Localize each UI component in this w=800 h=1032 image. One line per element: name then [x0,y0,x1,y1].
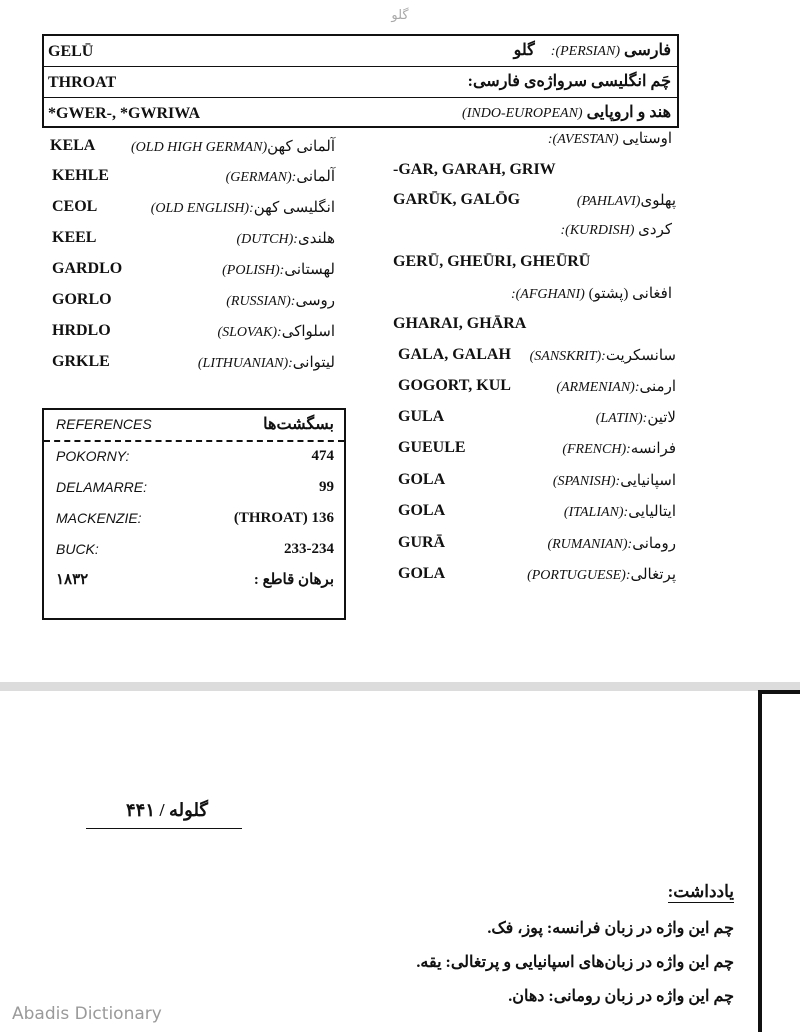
lang-row-portuguese: GOLA (PORTUGUESE):پرتغالی [398,565,676,583]
meaning-label: چَم انگلیسی سرواژه‌ی فارسی: [467,73,671,90]
lang-row-italian: GOLA (ITALIAN):ایتالیایی [398,502,676,520]
lang-row-dutch: KEEL (DUTCH):هلندی [52,229,335,247]
lang-row-old-english: CEOL (OLD ENGLISH):انگلیسی کهن [52,198,335,216]
note-spanish-portuguese: چم این واژه در زبان‌های اسپانیایی و پرتغالی: یقه. [416,954,734,971]
word-fa: گلو [513,42,535,59]
lang-row-spanish: GOLA (SPANISH):اسپانیایی [398,471,676,489]
lang-row-rumanian: GURĀ (RUMANIAN):رومانی [398,534,676,552]
notes-title: یادداشت: [667,882,734,901]
lang-words-avestan: -GAR, GARAH, GRIW [393,161,556,178]
lang-row-german: KEHLE (GERMAN):آلمانی [52,167,335,185]
header-table [42,34,679,128]
lang-row-sanskrit: GALA, GALAH (SANSKRIT):سانسکریت [398,346,676,364]
root-label: هند و اروپایی (INDO-EUROPEAN) [462,104,671,121]
lang-label-avestan: اوستایی (AVESTAN): [547,131,672,147]
lang-row-polish: GARDLO (POLISH):لهستانی [52,260,335,278]
lang-label-afghani: افغانی (پشتو) (AFGHANI): [510,286,672,302]
references-title-fa: بسگشت‌ها [263,416,334,433]
watermark: Abadis Dictionary [12,1004,162,1024]
reference-row-mackenzie: MACKENZIE: (THROAT) 136 [56,510,334,526]
page-edge-top [758,690,800,694]
lang-row-lithuanian: GRKLE (LITHUANIAN):لیتوانی [52,353,335,371]
lang-row-latin: GULA (LATIN):لاتین [398,408,676,426]
page-label: گلو [391,8,409,23]
references-box [42,408,346,620]
entry-heading-underline [86,828,242,829]
lang-row-slovak: HRDLO (SLOVAK):اسلواکی [52,322,335,340]
lang-words-afghani: GHARAI, GHĀRA [393,315,527,332]
header-row-word [44,36,677,67]
reference-row-delamarre: DELAMARRE: 99 [56,479,334,495]
reference-row-buck: BUCK: 233-234 [56,541,334,557]
note-rumanian: چم این واژه در زبان رومانی: دهان. [508,988,734,1005]
header-row-root [44,98,677,126]
lang-row-pahlavi: GARŪK, GALŌG (PAHLAVI)پهلوی [393,191,676,209]
root-en: *GWER-, *GWRIWA [48,105,201,122]
reference-row-borhan: ۱۸۳۲ برهان قاطع : [56,570,334,588]
references-title-en: REFERENCES [56,416,152,432]
word-en: GELŪ [48,43,94,60]
page-edge [758,690,762,1032]
lang-row-russian: GORLO (RUSSIAN):روسی [52,291,335,309]
lang-row-armenian: GOGORT, KUL (ARMENIAN):ارمنی [398,377,676,395]
meaning-en: THROAT [48,74,117,91]
lang-words-kurdish: GERŪ, GHEŪRI, GHEŪRŪ [393,253,591,270]
word-label: فارسی (PERSIAN): گلو [513,42,671,59]
reference-row-pokorny: POKORNY: 474 [56,448,334,464]
note-french: چم این واژه در زبان فرانسه: پوز، فک. [487,920,734,937]
header-row-meaning [44,67,677,98]
page-divider [0,682,800,691]
references-header [44,410,344,442]
lang-row-french: GUEULE (FRENCH):فرانسه [398,439,676,457]
lang-row-old-high-german: KELA (OLD HIGH GERMAN)آلمانی کهن [50,137,335,155]
lang-label-kurdish: کردی (KURDISH): [560,222,672,238]
entry-heading: گلوله / ۴۴۱ [126,800,208,820]
